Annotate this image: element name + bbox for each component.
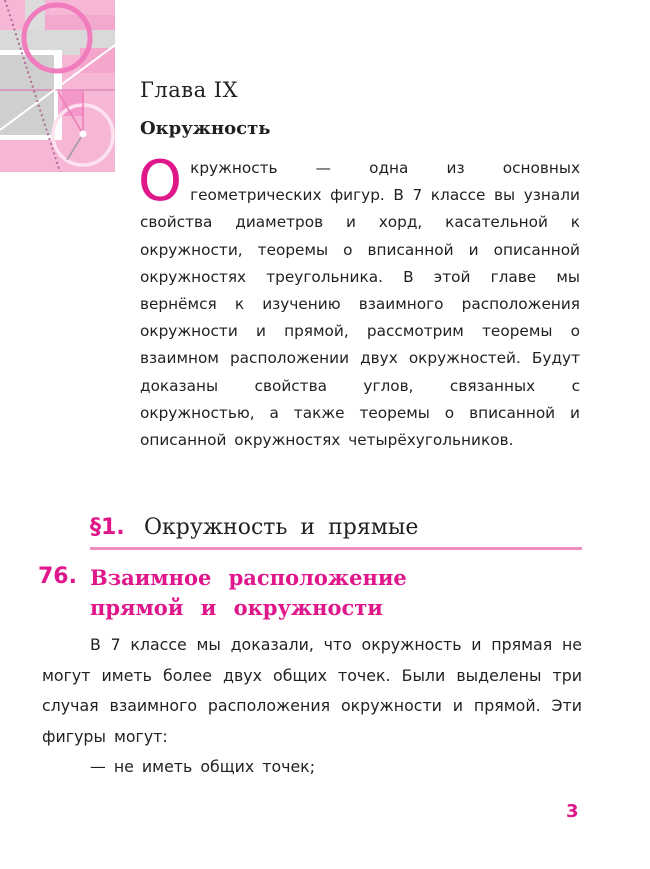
chapter-intro	[138, 149, 580, 454]
paragraph-title	[90, 563, 510, 623]
paragraph-title-line-1: Взаимное расположение	[90, 565, 407, 590]
chapter-decoration-image	[0, 0, 115, 172]
drop-cap: О	[138, 149, 183, 214]
section-title: Окружность и прямые	[144, 515, 419, 540]
chapter-label: Глава IX	[140, 78, 239, 102]
paragraph-number: 76.	[38, 564, 77, 589]
list-item: — не иметь общих точек;	[90, 757, 316, 776]
section-number: §1.	[90, 515, 125, 540]
body-text	[42, 630, 582, 783]
body-paragraph: В 7 классе мы доказали, что окружность и прямая не могут иметь более двух общих точек. Были выделены три случая взаимного расположения окружности и прямой. Эти фигуры могут:	[42, 635, 582, 746]
geometry-illustration-icon	[0, 0, 115, 172]
paragraph-title-line-2: прямой и окружности	[90, 595, 383, 620]
section-heading	[90, 515, 582, 550]
page-number: 3	[566, 801, 579, 822]
intro-text: кружность — одна из основных геометрических фигур. В 7 классе вы узнали свойства диаметров и хорд, касательной к окружности, теоремы о вписанной и описанной окружностях треугольника. В этой главе мы вернёмся к изучению взаимного расположения окружности и прямой, рассмотрим теоремы о взаимном расположении двух окружностей. Будут доказаны свойства углов, связанных с окружностью, а также теоремы о вписанной и описанной окружностях четырёхугольников.	[140, 159, 580, 450]
chapter-title: Окружность	[140, 118, 271, 139]
